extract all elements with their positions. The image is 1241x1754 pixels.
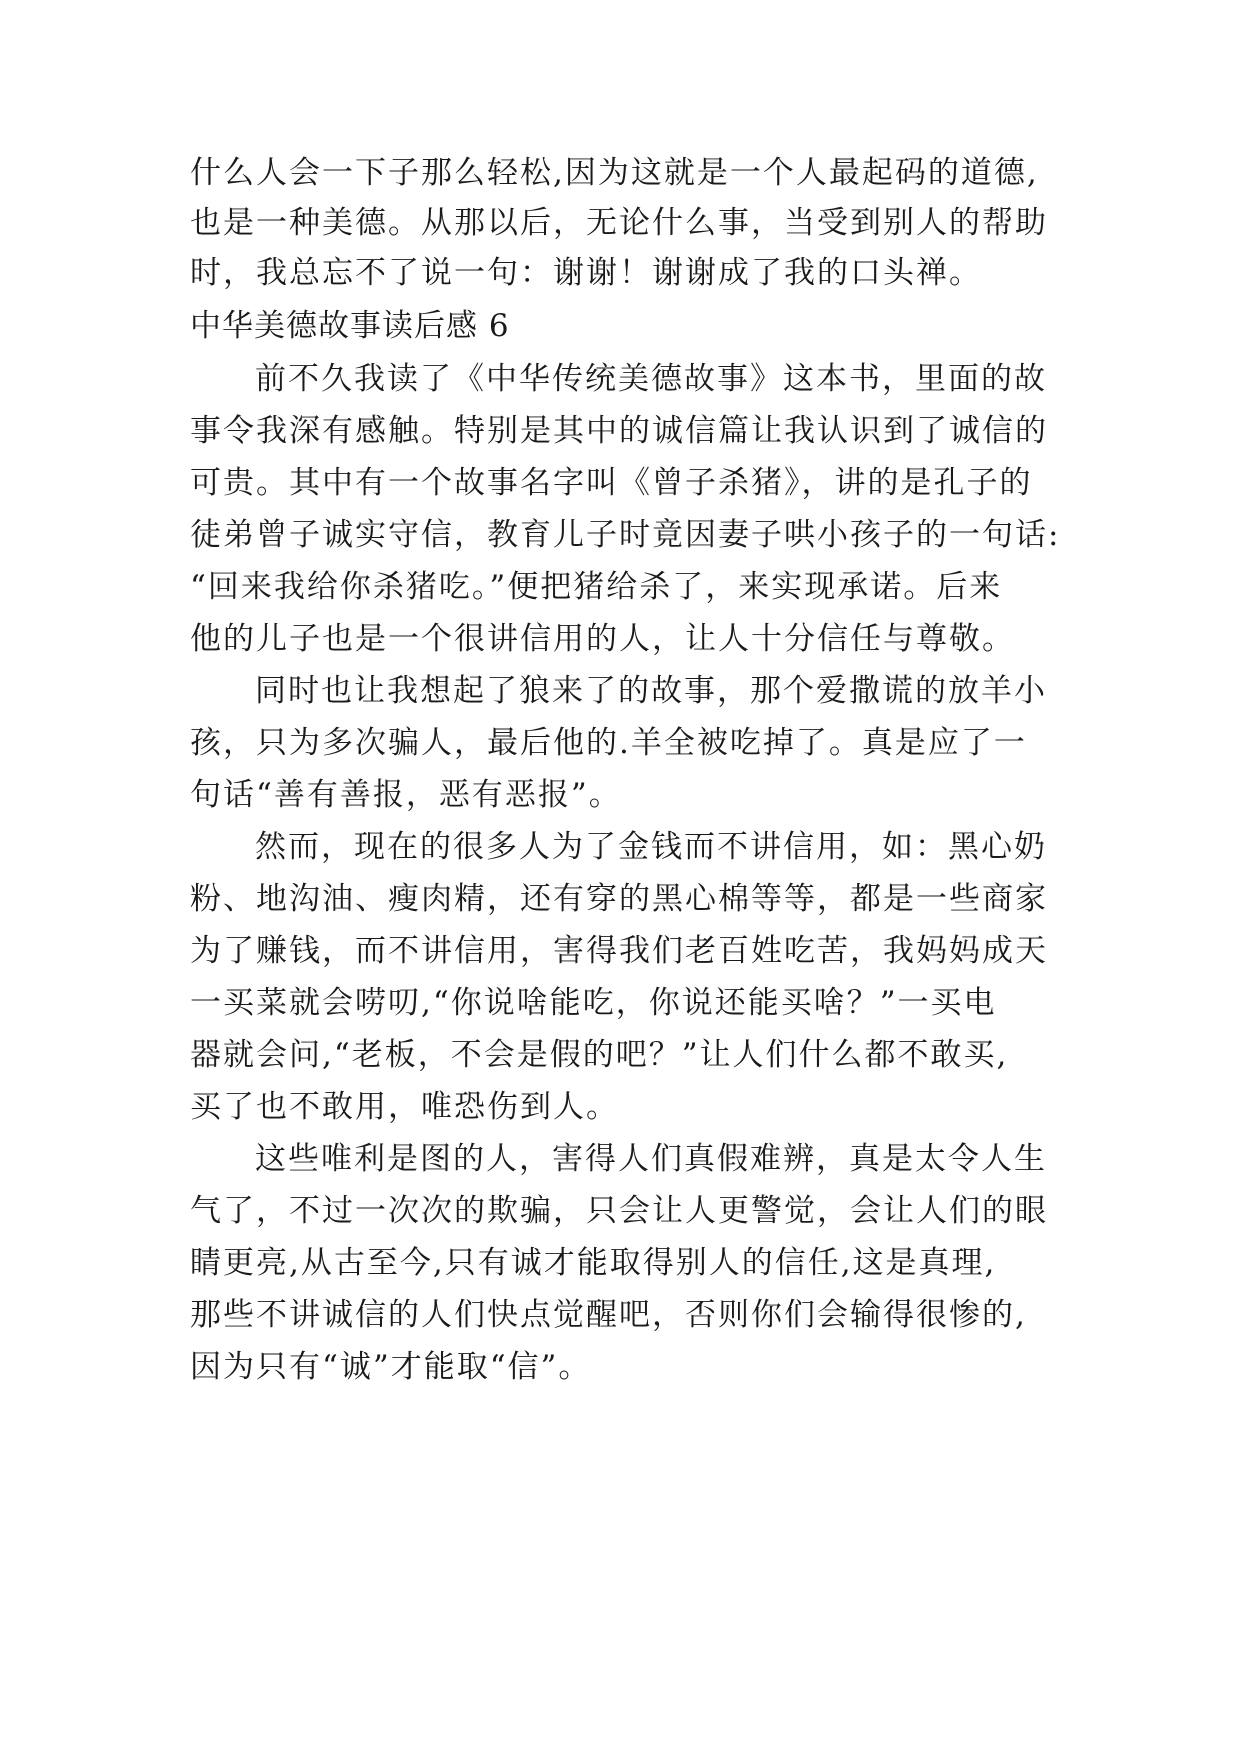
paragraph-first-line: 前不久我读了《中华传统美德故事》这本书，里面的故	[255, 361, 1047, 397]
section-heading: 中华美德故事读后感 6	[190, 308, 510, 344]
text-line: 句话“善有善报，恶有恶报”。	[190, 777, 622, 813]
text-line: 徒弟曾子诚实守信，教育儿子时竟因妻子哄小孩子的一句话:	[190, 517, 1061, 553]
text-line: 买了也不敢用，唯恐伤到人。	[190, 1089, 619, 1125]
text-line: 可贵。其中有一个故事名字叫《曾子杀猪》，讲的是孔子的	[190, 465, 1033, 501]
text-line: 器就会问,“老板，不会是假的吧？”让人们什么都不敢买,	[190, 1037, 1009, 1073]
text-line: 孩，只为多次骗人，最后他的.羊全被吃掉了。真是应了一	[190, 725, 1027, 761]
text-line: 为了赚钱，而不讲信用，害得我们老百姓吃苦，我妈妈成天	[190, 933, 1048, 969]
text-line: 也是一种美德。从那以后，无论什么事，当受到别人的帮助	[190, 205, 1048, 241]
paragraph-first-line: 然而，现在的很多人为了金钱而不讲信用，如：黑心奶	[255, 829, 1047, 865]
text-line: 气了，不过一次次的欺骗，只会让人更警觉，会让人们的眼	[190, 1193, 1048, 1229]
text-line: 他的儿子也是一个很讲信用的人，让人十分信任与尊敬。	[190, 621, 1015, 657]
text-line: 时，我总忘不了说一句：谢谢！谢谢成了我的口头禅。	[190, 255, 982, 291]
text-line: 因为只有“诚”才能取“信”。	[190, 1349, 592, 1385]
text-line: 什么人会一下子那么轻松,因为这就是一个人最起码的道德,	[190, 155, 1039, 191]
text-line: “回来我给你杀猪吃。”便把猪给杀了，来实现承诺。后来	[190, 569, 1003, 605]
text-line: 事令我深有感触。特别是其中的诚信篇让我认识到了诚信的	[190, 413, 1048, 449]
text-line: 那些不讲诚信的人们快点觉醒吧，否则你们会输得很惨的,	[190, 1297, 1027, 1333]
paragraph-first-line: 这些唯利是图的人，害得人们真假难辨，真是太令人生	[255, 1141, 1047, 1177]
paragraph-first-line: 同时也让我想起了狼来了的故事，那个爱撒谎的放羊小	[255, 673, 1047, 709]
text-line: 睛更亮,从古至今,只有诚才能取得别人的信任,这是真理,	[190, 1245, 997, 1281]
text-line: 粉、地沟油、瘦肉精，还有穿的黑心棉等等，都是一些商家	[190, 881, 1048, 917]
text-line: 一买菜就会唠叨,“你说啥能吃，你说还能买啥？”一买电	[190, 985, 997, 1021]
